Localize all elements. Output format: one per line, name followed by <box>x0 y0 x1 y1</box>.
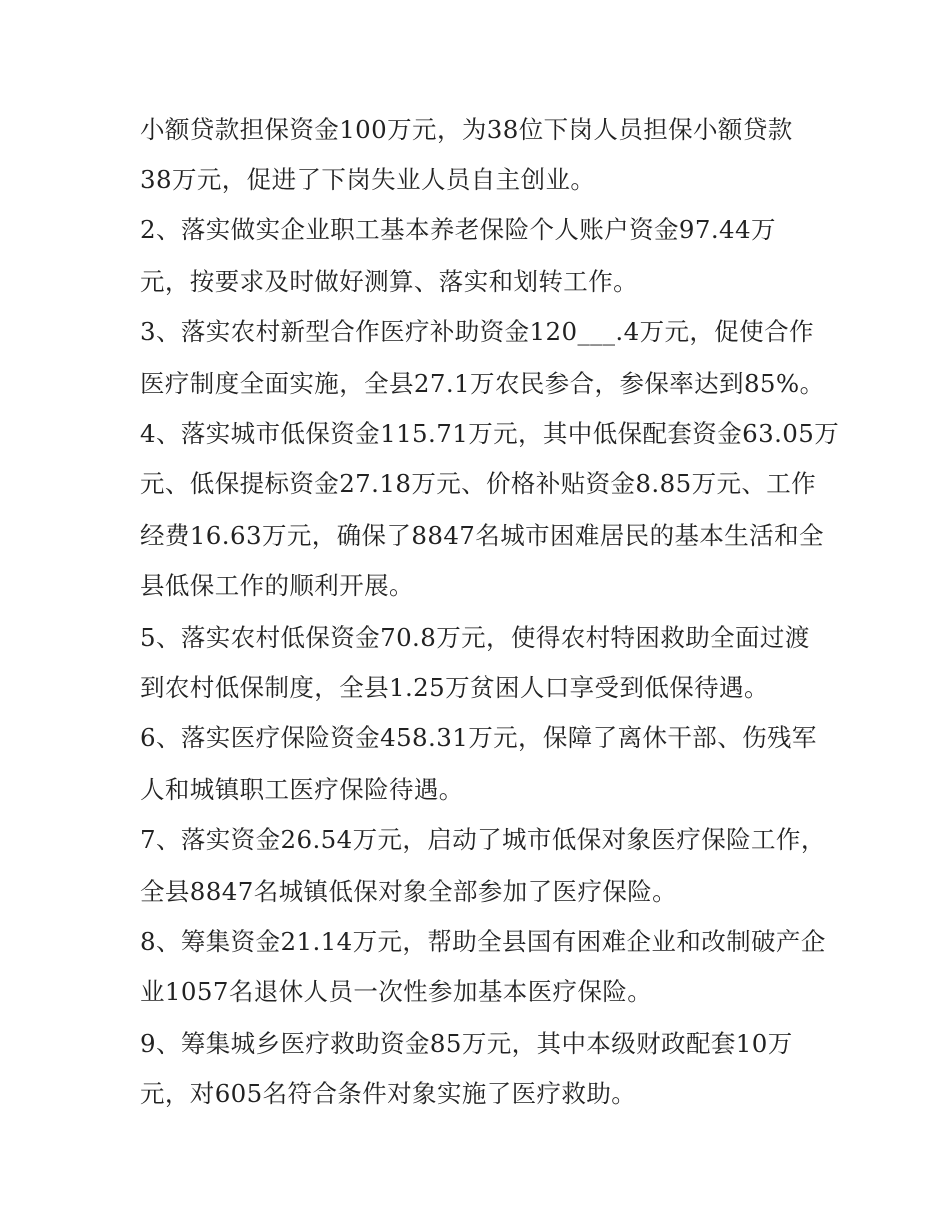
text-line: 县低保工作的顺利开展。 <box>140 571 414 600</box>
text-line: 到农村低保制度，全县1.25万贫困人口享受到低保待遇。 <box>140 673 769 702</box>
text-line: 5、落实农村低保资金70.8万元，使得农村特困救助全面过渡 <box>140 623 810 652</box>
text-line: 2、落实做实企业职工基本养老保险个人账户资金97.44万 <box>140 215 776 244</box>
text-line: 业1057名退休人员一次性参加基本医疗保险。 <box>140 977 653 1006</box>
text-line: 元、低保提标资金27.18万元、价格补贴资金8.85万元、工作 <box>140 469 817 498</box>
text-line: 医疗制度全面实施，全县27.1万农民参合，参保率达到85%。 <box>140 369 825 398</box>
text-line: 38万元，促进了下岗失业人员自主创业。 <box>140 165 596 194</box>
text-line: 元，按要求及时做好测算、落实和划转工作。 <box>140 267 638 296</box>
text-line: 全县8847名城镇低保对象全部参加了医疗保险。 <box>140 877 678 906</box>
text-line: 小额贷款担保资金100万元，为38位下岗人员担保小额贷款 <box>140 115 793 144</box>
text-line: 7、落实资金26.54万元，启动了城市低保对象医疗保险工作， <box>140 825 826 854</box>
text-line: 3、落实农村新型合作医疗补助资金120___.4万元，促使合作 <box>140 317 814 346</box>
text-line: 9、筹集城乡医疗救助资金85万元，其中本级财政配套10万 <box>140 1029 793 1058</box>
text-line: 人和城镇职工医疗保险待遇。 <box>140 775 464 804</box>
text-line: 8、筹集资金21.14万元，帮助全县国有困难企业和改制破产企 <box>140 927 826 956</box>
text-line: 4、落实城市低保资金115.71万元，其中低保配套资金63.05万 <box>140 419 840 448</box>
text-line: 经费16.63万元，确保了8847名城市困难居民的基本生活和全 <box>140 521 824 550</box>
text-line: 元，对605名符合条件对象实施了医疗救助。 <box>140 1079 637 1108</box>
text-line: 6、落实医疗保险资金458.31万元，保障了离休干部、伤残军 <box>140 723 817 752</box>
